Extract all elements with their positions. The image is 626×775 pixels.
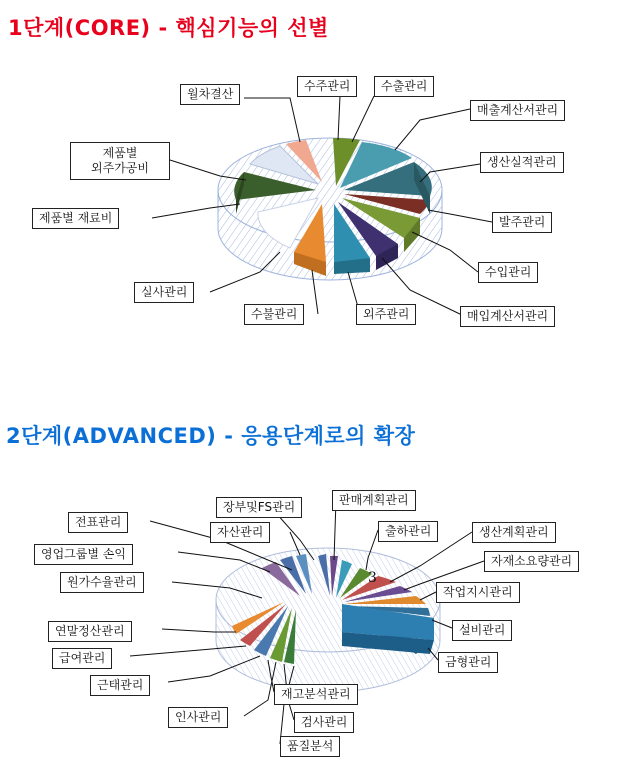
label-mrp: 자재소요량관리 [484,551,579,572]
label-purchase-invoice: 매입계산서관리 [460,306,555,327]
label-inventory-analysis: 재고분석관리 [274,684,358,705]
label-year-end-tax: 연말정산관리 [48,621,132,642]
label-monthly-closing: 월차결산 [180,84,240,105]
label-work-order: 작업지시관리 [436,582,520,603]
label-sales-invoice: 매출계산서관리 [470,100,565,121]
label-ledger-fs: 장부및FS관리 [216,497,302,518]
stage1-title: 1단계(CORE) - 핵심기능의 선별 [8,16,329,40]
label-equipment: 설비관리 [452,620,512,641]
label-sales-group-pl: 영업그룹별 손익 [34,544,133,565]
label-product-material-cost: 제품별 재료비 [32,208,119,229]
label-export-mgmt: 수출관리 [374,76,434,97]
label-import-mgmt: 수입관리 [478,262,538,283]
label-asset: 자산관리 [210,522,270,543]
slice-marker: 3 [368,570,377,586]
pie-chart-core [218,138,442,280]
label-attendance: 근태관리 [90,675,150,696]
pie-chart-advanced [216,548,440,692]
label-production-plan: 생산계획관리 [472,522,556,543]
label-mold: 금형관리 [438,652,498,673]
label-hr: 인사관리 [168,707,228,728]
label-sales-plan: 판매계획관리 [332,490,416,511]
label-outsourcing: 외주관리 [356,304,416,325]
label-production-result: 생산실적관리 [480,152,564,173]
label-voucher: 전표관리 [68,512,128,533]
label-stocktaking: 실사관리 [134,282,194,303]
label-quality-analysis: 품질분석 [280,736,340,757]
label-purchase-order: 발주관리 [492,212,552,233]
label-payroll: 급여관리 [52,648,112,669]
label-order-mgmt: 수주관리 [297,76,357,97]
stage2-title: 2단계(ADVANCED) - 응용단계로의 확장 [6,424,416,448]
label-shipping: 출하관리 [378,521,438,542]
label-product-outsourcing-cost [70,142,170,180]
label-product-outsourcing-cost-line2: 외주가공비 [91,161,149,175]
label-inspection: 검사관리 [294,712,354,733]
label-inventory-flow: 수불관리 [244,304,304,325]
label-cost-yield: 원가수율관리 [60,572,144,593]
label-product-outsourcing-cost-line1: 제품별 [102,146,138,160]
